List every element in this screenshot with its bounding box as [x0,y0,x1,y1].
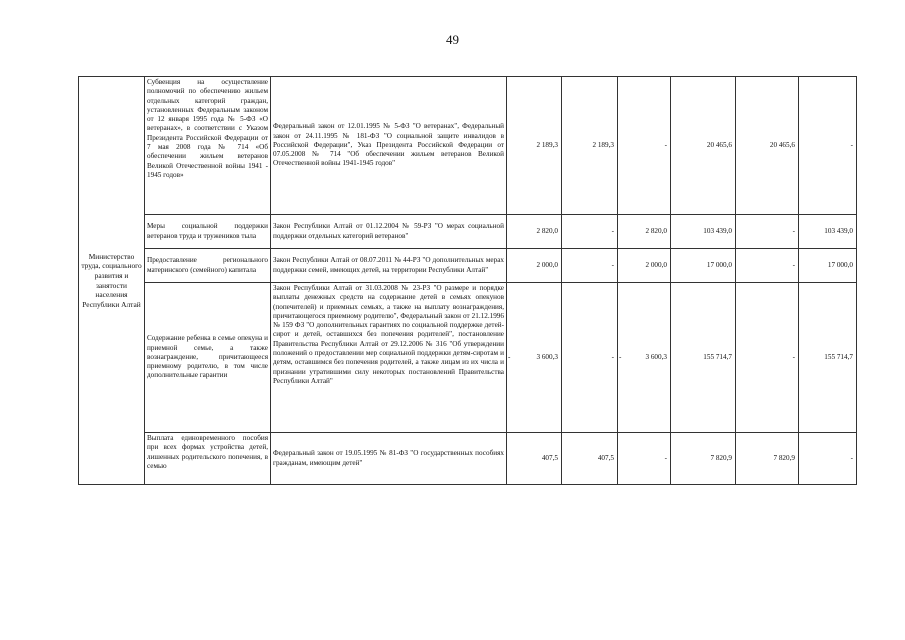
legal-basis: Закон Республики Алтай от 31.03.2008 № 23-РЗ "О размере и порядке выплаты денежных средств на содержание детей в семьях опекунов (попечителей) и приемных семьях, а также на выплату вознаграждения, причитающегося приемному родителю", Федеральный закон от 21.12.1996 № 159 ФЗ "О дополнительных гарантиях по социальной поддержке детей-сирот и детей, оставшихся без попечения родителей", постановление Правительства Республики Алтай от 29.12.2006 № 316 "Об утверждении положений о предоставлении мер социальной поддержки детям-сиротам и детям, оставшимся без попечения родителей, а также лицам из их числа и признании утратившими силу некоторых постановлений Правительства Республики Алтай" [273,284,504,385]
legal-basis-cell [271,77,507,215]
value-cell: 2 820,0 [507,215,562,249]
value-text: 3 600,3 [536,352,558,361]
dash-mark: - [619,352,622,361]
measure-name-cell [145,249,271,283]
measure-name-cell [145,77,271,215]
value-cell: 155 714,7 [671,283,736,433]
value-cell: - [562,215,618,249]
legal-basis-cell [271,249,507,283]
measure-name-cell [145,433,271,485]
measure-name: Предоставление регионального материнского (семейного) капитала [147,256,268,274]
value-cell: 2 000,0 [507,249,562,283]
value-cell: 407,5 [562,433,618,485]
value-cell: 103 439,0 [671,215,736,249]
value-cell: 17 000,0 [671,249,736,283]
value-cell: - [618,433,671,485]
legal-basis: Закон Республики Алтай от 01.12.2004 № 59-РЗ "О мерах социальной поддержки отдельных категорий ветеранов" [273,222,504,240]
page-number: 49 [446,32,459,47]
value-cell: 103 439,0 [799,215,857,249]
value-cell: 20 465,6 [736,77,799,215]
table-row [79,249,857,283]
value-cell: - [799,77,857,215]
value-cell: - [799,433,857,485]
value-cell: 7 820,9 [671,433,736,485]
table-row [79,283,857,433]
legal-basis: Закон Республики Алтай от 08.07.2011 № 44-РЗ "О дополнительных мерах поддержки семей, имеющих детей, на территории Республики Алтай" [273,256,504,274]
legal-basis-cell [271,433,507,485]
value-cell: 2 189,3 [507,77,562,215]
value-cell [507,283,562,433]
value-cell: 407,5 [507,433,562,485]
organization-cell [79,77,145,485]
value-cell: - [736,249,799,283]
value-cell: 17 000,0 [799,249,857,283]
measure-name: Меры социальной поддержки ветеранов труда и тружеников тыла [147,222,268,240]
value-cell: 2 820,0 [618,215,671,249]
table-row [79,433,857,485]
table-row [79,77,857,215]
value-cell: - [618,77,671,215]
measure-name: Выплата единовременного пособия при всех формах устройства детей, лишенных родительского попечения, в семью [147,434,268,470]
legal-basis: Федеральный закон от 12.01.1995 № 5-ФЗ "О ветеранах", Федеральный закон от 24.11.1995 № 181-ФЗ "О социальной защите инвалидов в Российской Федерации", Указ Президента Российской Федерации от 07.05.2008 № 714 "Об обеспечении жильем ветеранов Великой Отечественной войны 1941-1945 годов" [273,122,504,168]
value-cell: 2 189,3 [562,77,618,215]
legal-basis-cell [271,215,507,249]
value-cell: 20 465,6 [671,77,736,215]
value-cell: - [736,283,799,433]
value-cell: 7 820,9 [736,433,799,485]
budget-table [78,76,857,485]
measure-name-cell [145,215,271,249]
value-cell: 2 000,0 [618,249,671,283]
legal-basis-cell [271,283,507,433]
value-cell: 155 714,7 [799,283,857,433]
value-cell: - [562,249,618,283]
dash-mark: - [508,352,511,361]
measure-name: Субвенция на осуществление полномочий по обеспечению жильем отдельных категорий граждан, установленных Федеральным законом от 12 января 1995 года № 5-ФЗ «О ветеранах», в соответствии с Указом Президента Российской Федерации от 7 мая 2008 года № 714 «Об обеспечении жильем ветеранов Великой Отечественной войны 1941 - 1945 годов» [147,78,268,179]
organization-name: Министерство труда, социального развития и занятости населения Республики Алтай [81,251,142,309]
value-text: 3 600,3 [645,352,667,361]
value-cell: - [562,283,618,433]
table-row [79,215,857,249]
legal-basis: Федеральный закон от 19.05.1995 № 81-ФЗ "О государственных пособиях гражданам, имеющим детей" [273,449,504,467]
measure-name-cell [145,283,271,433]
measure-name: Содержание ребенка в семье опекуна и приемной семье, а также вознаграждение, причитающееся приемному родителю, в том числе дополнительные гарантии [147,334,268,380]
value-cell [618,283,671,433]
value-cell: - [736,215,799,249]
